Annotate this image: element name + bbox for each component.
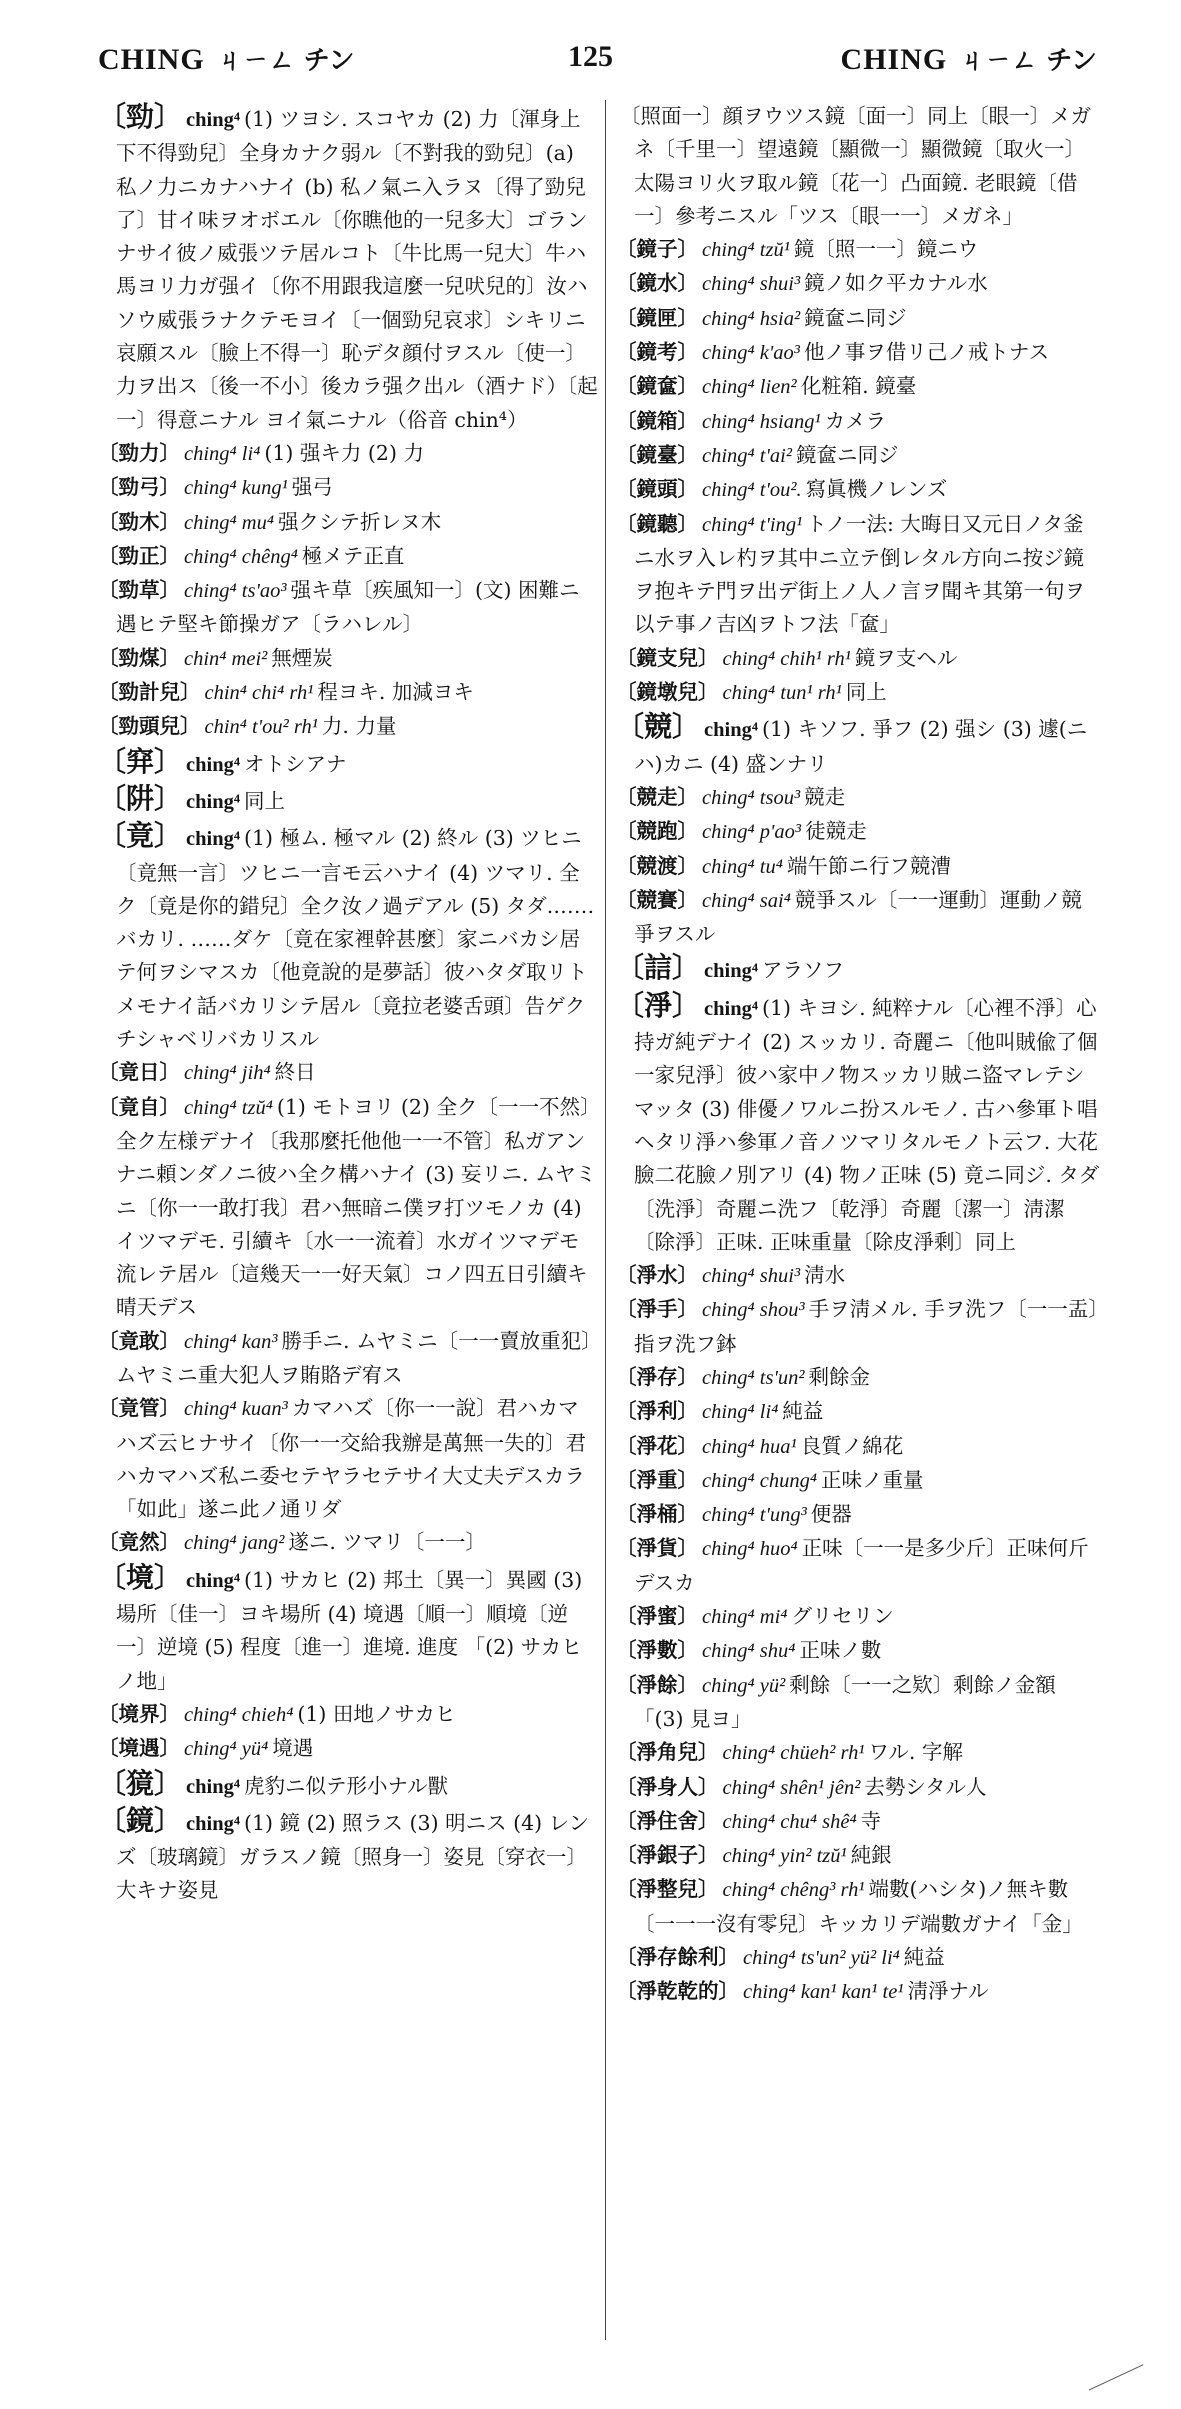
dictionary-entry [616,100,1102,233]
entry-definition: (1) キソフ. 爭フ (2) 强シ (3) 遽(ニハ)カニ (4) 盛ンナリ [634,717,1088,776]
entry-definition: 端午節ニ行フ競漕 [786,853,951,878]
dictionary-entry [616,781,1102,815]
dictionary-entry [616,1430,1102,1464]
entry-headword: 〔淨整兒〕 [616,1877,719,1902]
entry-romanization: ching⁴ k'ao³ [702,342,800,365]
dictionary-entry [98,506,598,540]
entry-headword: 〔競〕 [616,710,701,744]
entry-romanization: ching⁴ [704,960,759,983]
entry-definition: 徒競走 [805,819,867,844]
entry-romanization: ching⁴ tzŭ¹ [702,239,790,262]
entry-headword: 〔阱〕 [98,781,183,815]
entry-definition: オトシアナ [244,751,347,776]
entry-headword: 〔鏡〕 [98,1803,183,1837]
entry-headword: 〔鏡頭〕 [616,477,698,502]
dictionary-entry [616,642,1102,676]
entry-definition: 終日 [274,1060,316,1085]
entry-definition: 便器 [810,1502,852,1527]
dictionary-entry [98,819,598,1056]
entry-romanization: ching⁴ chung⁴ [702,1469,818,1492]
dictionary-entry [616,1805,1102,1839]
entry-romanization: ching⁴ [186,109,241,131]
entry-headword: 〔勁草〕 [98,578,180,603]
entry-definition: 遂ニ. ツマリ〔一一〕 [288,1530,486,1555]
entry-headword: 〔竟敢〕 [98,1328,180,1353]
entry-definition: グリセリン [791,1604,894,1629]
entry-definition: 强弓 [291,475,333,500]
entry-romanization: ching⁴ chu⁴ shê⁴ [722,1810,857,1833]
dictionary-entry [616,336,1102,370]
dictionary-entry [98,540,598,574]
entry-romanization: ching⁴ [704,719,759,742]
dictionary-entry [616,267,1102,301]
dictionary-entry [616,1634,1102,1668]
entry-definition: (1) キヨシ. 純粹ナル〔心裡不淨〕心持ガ純デナイ (2) スッカリ. 奇麗ニ〔他叫賊偸了個一家兒淨〕彼ハ家中ノ物スッカリ賊ニ盜マレテシマッタ (3) 俳優ノワルニ扮スルモノ. 古ハ參軍ト唱ヘタリ淨ハ參軍ノ音ノツマリタルモノト云フ. 大花臉二花臉ノ別アリ (4) 物ノ正味 (5) 竟ニ同ジ. タダ〔洗淨〕奇麗ニ洗フ〔乾淨〕奇麗〔潔一〕淸潔〔除淨〕正味. 正味重量〔除皮淨剩〕同上 [634,995,1100,1254]
entry-definition: 强キ草〔疾風知一〕(文) 困難ニ遇ヒテ堅キ節操ガア〔ラハレル〕 [116,578,580,637]
entry-headword: 〔淨貨〕 [616,1536,698,1561]
entry-definition: 鏡奩ニ同ジ [795,442,899,467]
entry-romanization: ching⁴ hsiang¹ [702,410,821,433]
entry-headword: 〔鏡匣〕 [616,305,698,330]
entry-headword: 〔竟管〕 [98,1396,180,1421]
dictionary-entry [98,745,598,782]
entry-romanization: ching⁴ kung¹ [184,477,288,500]
entry-definition: 强クシテ折レヌ木 [277,509,442,534]
entry-headword: 〔淨手〕 [616,1297,698,1322]
dictionary-entry [616,1498,1102,1532]
entry-romanization: ching⁴ li⁴ [702,1401,779,1424]
entry-headword: 〔竟日〕 [98,1060,180,1085]
entry-headword: 〔鏡奩〕 [616,374,698,399]
column-divider [605,100,606,2340]
entry-headword: 〔淨乾乾的〕 [616,1979,739,2004]
dictionary-entry [616,884,1102,952]
entry-headword: 〔勁弓〕 [98,475,180,500]
dictionary-entry [616,1873,1102,1941]
entry-headword: 〔鏡子〕 [616,237,698,262]
entry-romanization: ching⁴ tsou³ [702,786,801,809]
entry-definition: 正味ノ重量 [821,1467,924,1492]
entry-romanization: ching⁴ [186,1569,241,1592]
header-right-romanization: CHING [840,43,948,76]
entry-definition: 正味ノ數 [799,1638,882,1663]
entry-romanization: ching⁴ t'ing¹ [702,513,803,536]
dictionary-entry [616,405,1102,439]
entry-definition: 純益 [903,1945,945,1970]
entry-definition: 競爭スル〔一一運動〕運動ノ競爭ヲスル [634,887,1082,947]
entry-headword: 〔競賽〕 [616,887,698,912]
entry-headword: 〔鏡聽〕 [616,511,698,536]
dictionary-entry [616,1293,1102,1361]
entry-romanization: ching⁴ hua¹ [702,1435,797,1458]
entry-romanization: ching⁴ t'ou². [702,479,802,502]
entry-definition: (1) サカヒ (2) 邦土〔異一〕異國 (3) 場所〔佳一〕ヨキ場所 (4) 境遇〔順一〕順境〔逆一〕逆境 (5) 程度〔進一〕進境. 進度 「(2) サカヒノ地」 [116,1567,583,1693]
entry-definition: 勝手ニ. ムヤミニ〔一一賣放重犯〕ムヤミニ重大犯人ヲ賄賂デ宥ス [116,1328,592,1387]
entry-romanization: ching⁴ hsia² [702,307,801,330]
entry-romanization: ching⁴ [186,753,241,776]
dictionary-entry [98,1804,598,1908]
entry-definition: 同上 [845,680,887,705]
entry-definition: 鏡ヲ支ヘル [854,645,958,670]
entry-definition: アラソフ [762,958,845,983]
entry-romanization: ching⁴ tu⁴ [702,855,783,878]
entry-headword: 〔淨水〕 [616,1263,698,1288]
entry-romanization: ching⁴ yü⁴ [184,1738,269,1761]
entry-definition: (1) モトヨリ (2) 全ク〔一一不然〕全ク左様デナイ〔我那麼托他他一一不管〕私ガアンナニ頼ンダノニ彼ハ全ク構ハナイ (3) 妄リニ. ムヤミニ〔你一一敢打我〕君ハ無暗ニ僕ヲ打ツモノカ (4) イツマデモ. 引續キ〔水一一流着〕水ガイツマデモ流レテ居ル〔這幾天一一好天氣〕コノ四五日引續キ晴天デス [116,1094,597,1320]
entry-romanization: ching⁴ jang² [184,1532,285,1555]
dictionary-entry [616,1395,1102,1429]
dictionary-entry [98,1698,598,1732]
entry-definition: 寫眞機ノレンズ [805,477,948,502]
entry-headword: 〔淨重〕 [616,1467,698,1492]
entry-romanization: ching⁴ mu⁴ [184,511,274,534]
entry-headword: 〔鏡墩兒〕 [616,680,719,705]
entry-headword: 〔竟〕 [98,819,183,853]
entry-definition: カメラ [824,408,887,433]
entry-definition: 程ヨキ. 加減ヨキ [317,680,474,705]
entry-definition: 去勢シタル人 [864,1774,987,1799]
entry-romanization: ching⁴ lien² [702,376,797,399]
entry-romanization: ching⁴ tzŭ⁴ [184,1096,273,1119]
entry-romanization: ching⁴ [186,828,241,851]
entry-romanization: ching⁴ ts'ao³ [184,580,287,603]
entry-headword: 〔淨存〕 [616,1364,698,1389]
dictionary-entry [616,302,1102,336]
entry-headword: 〔境〕 [98,1560,183,1594]
entry-definition: 鏡奩ニ同ジ [804,305,907,330]
entry-headword: 〔競渡〕 [616,853,698,878]
entry-romanization: ching⁴ shui³ [702,1265,801,1288]
entry-definition: 境遇 [272,1736,314,1761]
entry-definition: 手ヲ淸メル. 手ヲ洗フ〔一一盂〕指ヲ洗フ鉢 [634,1297,1099,1356]
entry-headword: 〔淨角兒〕 [616,1740,719,1765]
dictionary-entry [98,574,598,642]
entry-romanization: ching⁴ [186,1812,241,1835]
entry-headword: 〔淨蜜〕 [616,1604,698,1629]
entry-definition: 〔照面一〕顔ヲウツス鏡〔面一〕同上〔眼一〕メガネ〔千里一〕望遠鏡〔顯微一〕顯微鏡〔取火一〕太陽ヨリ火ヲ取ル鏡〔花一〕凸面鏡. 老眼鏡〔借一〕參考ニスル「ツス〔眼一一〕メガネ」 [620,104,1092,228]
entry-romanization: ching⁴ chieh⁴ [184,1703,294,1726]
entry-headword: 〔鏡箱〕 [616,408,698,433]
entry-headword: 〔競跑〕 [616,819,698,844]
entry-definition: 競走 [804,784,846,809]
entry-definition: (1) 田地ノサカヒ [297,1701,456,1726]
entry-headword: 〔淨〕 [616,988,701,1022]
entry-headword: 〔淨數〕 [616,1638,698,1663]
entry-romanization: ching⁴ chêng⁴ [184,545,298,568]
dictionary-entry [616,989,1102,1259]
dictionary-entry [616,1600,1102,1634]
entry-definition: ワル. 字解 [868,1740,963,1765]
entry-romanization: ching⁴ [186,790,241,813]
right-column [616,100,1102,2010]
entry-headword: 〔淨餘〕 [616,1672,698,1697]
entry-definition: 鏡〔照一一〕鏡ニウ [793,237,979,262]
entry-definition: 純益 [782,1399,824,1424]
entry-headword: 〔勁煤〕 [98,645,180,670]
dictionary-entry [98,642,598,676]
entry-headword: 〔勁計兒〕 [98,680,201,705]
entry-definition: 良質ノ綿花 [800,1433,904,1458]
dictionary-entry [616,850,1102,884]
entry-definition: 淸水 [804,1263,846,1288]
entry-headword: 〔淨桶〕 [616,1502,698,1527]
entry-headword: 〔穽〕 [98,744,183,778]
entry-definition: 端數(ハシタ)ノ無キ數〔一一一沒有零兒〕キッカリデ端數ガナイ「金」 [634,1877,1083,1936]
dictionary-entry [98,1767,598,1804]
dictionary-entry [98,437,598,471]
entry-definition: 他ノ事ヲ借リ己ノ戒トナス [803,340,1050,365]
header-right-zhuyin: ㄐㄧㄥ チン [959,46,1097,76]
entry-headword: 〔淨身人〕 [616,1774,719,1799]
entry-definition: (1) 强キ力 (2) 力 [264,440,424,465]
entry-romanization: ching⁴ ts'un² yü² li⁴ [743,1947,900,1970]
entry-headword: 〔勁〕 [98,100,183,133]
entry-headword: 〔淨利〕 [616,1399,698,1424]
entry-headword: 〔勁正〕 [98,543,180,568]
dictionary-entry [616,815,1102,849]
entry-romanization: ching⁴ kan¹ kan¹ te¹ [743,1981,904,2004]
entry-romanization: ching⁴ chüeh² rh¹ [722,1742,865,1765]
entry-definition: 力. 力量 [321,714,397,739]
dictionary-entry [98,782,598,819]
entry-definition: トノ一法: 大晦日又元日ノタ釜ニ水ヲ入レ杓ヲ其中ニ立テ倒レタル方向ニ按ジ鏡ヲ抱キテ門ヲ出デ街上ノ人ノ言ヲ聞キ其第一句ヲ以テ事ノ吉凶ヲトフ法「奩」 [634,511,1085,637]
entry-definition: 純銀 [850,1843,892,1868]
dictionary-entry [616,1771,1102,1805]
dictionary-entry [616,710,1102,781]
dictionary-entry [616,1361,1102,1395]
entry-definition: (1) 鏡 (2) 照ラス (3) 明ニス (4) レンズ〔玻璃鏡〕ガラスノ鏡〔照身一〕姿見〔穿衣一〕大キナ姿見 [116,1810,590,1903]
entry-romanization: ching⁴ [704,997,759,1020]
dictionary-entry [616,676,1102,710]
dictionary-entry [616,508,1102,642]
entry-headword: 〔勁力〕 [98,440,180,465]
entry-romanization: ching⁴ sai⁴ [702,889,791,912]
dictionary-entry [616,1532,1102,1600]
dictionary-entry [616,370,1102,404]
dictionary-entry [98,1056,598,1090]
entry-definition: (1) 極ム. 極マル (2) 終ル (3) ツヒニ〔竟無一言〕ツヒニ一言モ云ハナイ (4) ツマリ. 全ク〔竟是你的錯兒〕全ク汝ノ過デアル (5) タダ.……バカリ. ……ダケ〔竟在家裡幹甚麼〕家ニバカシ居テ何ヲシマスカ〔他竟說的是夢話〕彼ハタダ取リトメモナイ話バカリシテ居ル〔竟拉老婆舌頭〕告ゲクチシャベリバカリスル [116,826,595,1052]
header-left-zhuyin: ㄐㄧㄥ チン [216,46,355,76]
dictionary-entry [616,1941,1102,1975]
entry-romanization: chin⁴ chi⁴ rh¹ [204,682,314,705]
entry-romanization: ching⁴ shui³ [702,273,801,296]
entry-headword: 〔竟然〕 [98,1530,180,1555]
entry-romanization: ching⁴ shên¹ jên² [722,1776,861,1799]
entry-headword: 〔誩〕 [616,951,701,985]
entry-romanization: ching⁴ mi⁴ [702,1606,788,1629]
entry-headword: 〔淨住舍〕 [616,1808,719,1833]
page-corner-mark [1079,2342,1144,2390]
entry-romanization: ching⁴ kuan³ [184,1398,288,1421]
entry-romanization: ching⁴ jih⁴ [184,1062,271,1085]
dictionary-entry [98,1732,598,1766]
entry-romanization: ching⁴ yin² tzŭ¹ [722,1845,847,1868]
entry-headword: 〔鏡支兒〕 [616,645,719,670]
dictionary-entry [616,1669,1102,1737]
entry-romanization: ching⁴ li⁴ [184,442,261,465]
dictionary-entry [98,710,598,744]
dictionary-entry [616,1259,1102,1293]
entry-definition: 寺 [860,1808,882,1833]
entry-definition: 極メテ正直 [301,543,405,568]
dictionary-entry [98,1091,598,1325]
entry-headword: 〔獍〕 [98,1766,183,1800]
entry-headword: 〔淨花〕 [616,1433,698,1458]
entry-romanization: chin⁴ mei² [184,647,268,670]
entry-headword: 〔勁頭兒〕 [98,714,201,739]
entry-romanization: chin⁴ t'ou² rh¹ [204,716,318,739]
entry-romanization: ching⁴ t'ung³ [702,1504,807,1527]
entry-headword: 〔鏡臺〕 [616,442,698,467]
dictionary-entry [98,1526,598,1560]
page-number: 125 [568,40,613,73]
entry-romanization: ching⁴ huo⁴ [702,1538,798,1561]
dictionary-entry [98,1392,598,1526]
entry-romanization: ching⁴ [186,1775,241,1798]
dictionary-entry [616,1839,1102,1873]
dictionary-entry [616,233,1102,267]
entry-romanization: ching⁴ t'ai² [702,444,792,467]
dictionary-entry [98,100,598,437]
entry-headword: 〔竟自〕 [98,1094,180,1119]
entry-definition: 剩餘金 [808,1364,870,1389]
header-left-romanization: CHING [98,43,205,76]
entry-definition: 化粧箱. 鏡臺 [800,374,917,399]
entry-headword: 〔境界〕 [98,1701,180,1726]
entry-romanization: ching⁴ shu⁴ [702,1640,796,1663]
entry-definition: 剩餘〔一一之欵〕剩餘ノ金額「(3) 見ヨ」 [634,1672,1056,1731]
entry-romanization: ching⁴ p'ao³ [702,821,802,844]
entry-headword: 〔鏡水〕 [616,271,698,296]
entry-romanization: ching⁴ yü² [702,1674,786,1697]
entry-definition: 同上 [244,788,286,813]
running-header-right [841,40,1097,77]
dictionary-entry [616,951,1102,988]
entry-romanization: ching⁴ ts'un² [702,1366,805,1389]
entry-romanization: ching⁴ tun¹ rh¹ [722,682,842,705]
entry-definition: 鏡ノ如ク平カナル水 [804,271,988,296]
entry-definition: 虎豹ニ似テ形小ナル獸 [244,1773,448,1798]
entry-romanization: ching⁴ shou³ [702,1299,805,1322]
entry-headword: 〔勁木〕 [98,509,180,534]
entry-definition: 無煙炭 [271,645,333,670]
entry-definition: (1) ツヨシ. スコヤカ (2) 力〔渾身上下不得勁兒〕全身カナク弱ル〔不對我的勁兒〕(a) 私ノ力ニカナハナイ (b) 私ノ氣ニ入ラヌ〔得了勁兒了〕甘イ味ヲオボエル〔你瞧他的一兒多大〕ゴランナサイ彼ノ威張ツテ居ルコト〔牛比馬一兒大〕牛ハ馬ヨリ力ガ强イ〔你不用跟我這麼一兒吠兒的〕汝ハソウ威張ラナクテモヨイ〔一個勁兒哀求〕シキリニ哀願スル〔臉上不得一〕恥デタ顔付ヲスル〔使一〕力ヲ出ス〔後一不小〕後カラ强ク出ル（酒ナド）〔起一〕得意ニナル ヨイ氣ニナル（俗音 chin⁴） [116,107,598,432]
dictionary-entry [616,1736,1102,1770]
dictionary-entry [98,676,598,710]
entry-romanization: ching⁴ kan³ [184,1330,278,1353]
dictionary-entry [98,471,598,505]
entry-definition: 淸淨ナル [907,1979,989,2004]
entry-romanization: ching⁴ chêng³ rh¹ [722,1879,865,1902]
entry-headword: 〔鏡考〕 [616,340,698,365]
entry-headword: 〔競走〕 [616,784,698,809]
dictionary-entry [616,1975,1102,2009]
dictionary-entry [616,473,1102,507]
entry-headword: 〔淨銀子〕 [616,1843,719,1868]
dictionary-entry [98,1325,598,1393]
dictionary-entry [616,1464,1102,1498]
entry-headword: 〔淨存餘利〕 [616,1945,739,1970]
entry-definition: カマハズ〔你一一說〕君ハカマハズ云ヒナサイ〔你一一交給我辦是萬無一失的〕君ハカマハズ私ニ委セテヤラセテサイ大丈夫デスカラ「如此」遂ニ此ノ通リダ [116,1396,587,1522]
entry-headword: 〔境遇〕 [98,1736,180,1761]
dictionary-entry [616,439,1102,473]
dictionary-entry [98,1561,598,1698]
entry-definition: 正味〔一一是多少斤〕正味何斤デスカ [634,1536,1089,1595]
entry-romanization: ching⁴ chih¹ rh¹ [722,647,851,670]
left-column [98,100,598,1908]
